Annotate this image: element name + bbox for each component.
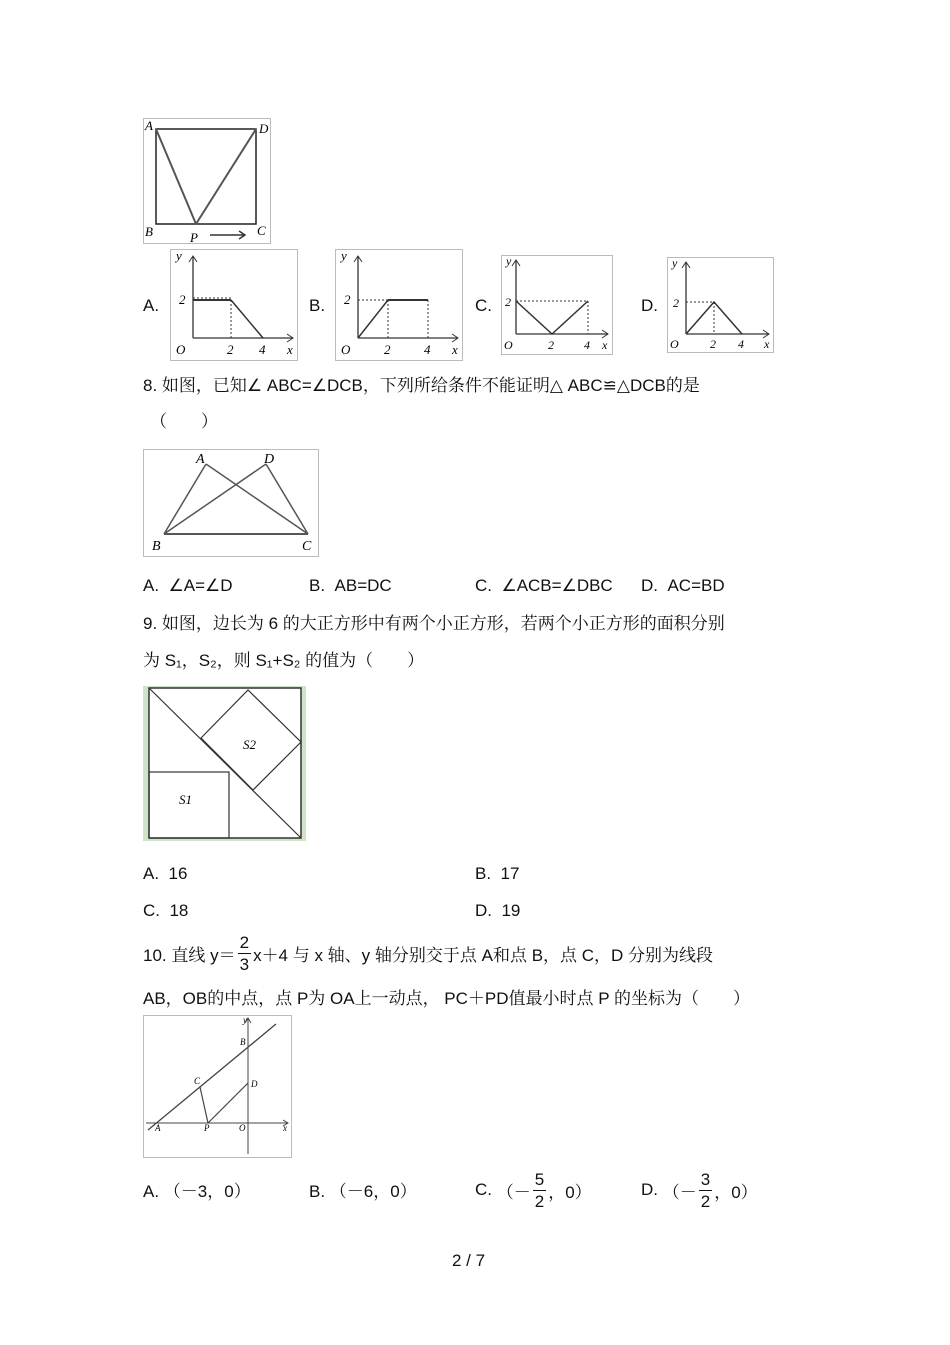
svg-text:B: B [240,1037,246,1047]
svg-text:2: 2 [505,295,511,309]
svg-text:P: P [204,1123,210,1133]
q10-coordinate-figure [143,1015,292,1158]
q7-option-b-label: B. [309,296,326,315]
label-B: B [145,224,153,239]
svg-text:x: x [287,342,293,357]
q9-option-d: D. 19 [475,901,521,920]
q7-square-figure [143,118,271,244]
svg-text:2: 2 [710,337,716,351]
label-D: D [259,121,269,136]
svg-text:y: y [341,250,347,263]
svg-text:x: x [283,1123,287,1133]
q10-option-b: B. （－6，0） [309,1182,417,1201]
q7-graph-d [667,257,774,353]
svg-text:C: C [194,1076,201,1086]
svg-text:2: 2 [227,342,234,357]
label-B: B [152,539,161,554]
svg-text:x: x [452,342,458,357]
svg-text:y: y [672,258,678,270]
label-D: D [264,452,275,467]
svg-text:A: A [155,1123,161,1133]
q10-option-d: D. （－ $\frac{3}{2}$ ，0） [641,1169,758,1211]
label-C: C [302,539,312,554]
q8-answer-paren: （ ） [150,412,218,431]
page-number: 2 / 7 [452,1251,486,1270]
svg-text:O: O [239,1123,246,1133]
svg-text:O: O [504,338,513,352]
q7-option-d-label: D. [641,296,658,315]
svg-text:O: O [670,337,679,351]
q7-option-a-label: A. [143,296,160,315]
q9-option-a: A. 16 [143,864,188,883]
label-A: A [145,119,153,133]
q8-option-d: D. AC=BD [641,576,725,595]
label-P: P [190,230,198,243]
svg-text:4: 4 [584,338,590,352]
svg-text:y: y [506,256,512,268]
svg-text:O: O [176,342,186,357]
label-C: C [257,223,266,238]
svg-text:O: O [341,342,351,357]
q9-squares-figure [143,686,306,841]
q7-graph-b [335,249,463,361]
svg-text:4: 4 [738,337,744,351]
label-s1: S1 [179,792,192,807]
svg-text:2: 2 [344,292,351,307]
q10-option-a: A. （－3，0） [143,1182,251,1201]
q10-question-line1: 10. 直线 y＝ $\frac{2}{3}$ x＋4 与 x 轴、y 轴分别交于点 A和点 B，点 C，D 分别为线段 [143,932,714,974]
q9-question-line2: 为 S₁，S₂，则 S₁+S₂ 的值为（ ） [143,651,425,670]
q8-option-a: A. ∠A=∠D [143,576,233,595]
q8-option-c: C. ∠ACB=∠DBC [475,576,613,595]
svg-text:4: 4 [259,342,266,357]
label-A: A [196,452,205,467]
q7-graph-a [170,249,298,361]
svg-text:2: 2 [673,296,679,310]
q9-option-c: C. 18 [143,901,189,920]
q8-question-text: 8. 如图，已知∠ ABC=∠DCB，下列所给条件不能证明△ ABC≌△DCB的是 [143,376,700,395]
label-s2: S2 [243,737,256,752]
svg-text:2: 2 [384,342,391,357]
svg-text:y: y [176,250,182,263]
fraction-two-thirds: $\frac{2}{3}$ [239,932,250,974]
svg-text:x: x [602,338,608,352]
q10-question-line2: AB，OB的中点，点 P为 OA上一动点， PC＋PD值最小时点 P 的坐标为（ ） [143,989,751,1008]
q9-question-line1: 9. 如图，边长为 6 的大正方形中有两个小正方形，若两个小正方形的面积分别 [143,614,725,633]
q7-graph-c [501,255,613,355]
svg-text:2: 2 [548,338,554,352]
svg-text:y: y [243,1016,247,1025]
q8-triangle-figure [143,449,319,557]
svg-text:2: 2 [179,292,186,307]
svg-text:4: 4 [424,342,431,357]
q7-option-c-label: C. [475,296,492,315]
svg-text:D: D [251,1079,258,1089]
q9-option-b: B. 17 [475,864,520,883]
q8-option-b: B. AB=DC [309,576,392,595]
svg-text:x: x [764,337,770,351]
q10-option-c: C. （－ $\frac{5}{2}$ ，0） [475,1169,592,1211]
